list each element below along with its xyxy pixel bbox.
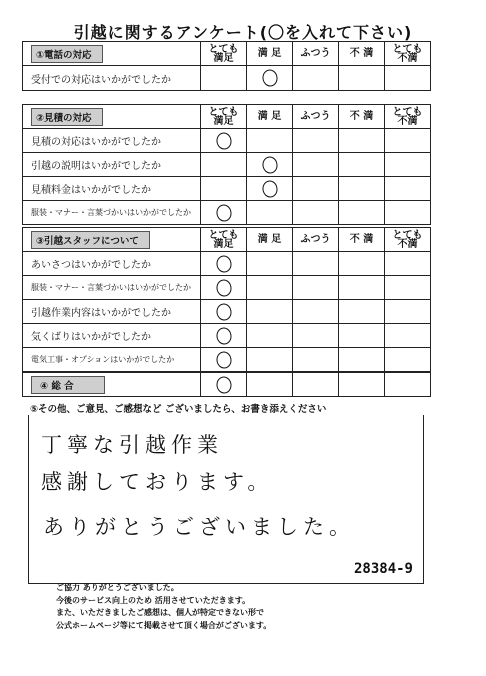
section-header	[23, 105, 201, 129]
column-header-2	[247, 105, 293, 129]
answer-cell[interactable]	[201, 373, 247, 397]
answer-cell[interactable]	[247, 201, 293, 225]
answer-cell[interactable]	[293, 177, 339, 201]
column-header-top: 満 足	[257, 111, 282, 122]
answer-cell[interactable]	[339, 300, 385, 324]
column-header-4	[339, 228, 385, 252]
answer-cell[interactable]	[201, 300, 247, 324]
column-header-top: とても	[208, 229, 239, 241]
answer-cell[interactable]	[293, 348, 339, 372]
section-header	[23, 42, 201, 66]
answer-cell[interactable]	[293, 300, 339, 324]
column-header-4	[339, 105, 385, 129]
column-header-3	[293, 228, 339, 252]
question-cell	[23, 66, 201, 91]
answer-cell[interactable]	[201, 153, 247, 177]
section-table-1	[22, 41, 431, 91]
answer-cell[interactable]	[339, 153, 385, 177]
column-header-1	[201, 105, 247, 129]
answer-cell[interactable]	[247, 252, 293, 276]
answer-cell[interactable]	[247, 153, 293, 177]
answer-cell[interactable]	[339, 177, 385, 201]
question-text: 引越の説明はいかがでしたか	[31, 161, 161, 172]
answer-cell[interactable]	[247, 66, 293, 91]
answer-cell[interactable]	[201, 348, 247, 372]
answer-cell[interactable]	[339, 324, 385, 348]
question-cell	[23, 276, 201, 300]
answer-cell[interactable]	[293, 373, 339, 397]
column-header-top: とても	[392, 106, 423, 118]
answer-cell[interactable]	[385, 201, 431, 225]
answer-circle-mark	[261, 179, 278, 198]
answer-cell[interactable]	[293, 153, 339, 177]
answer-cell[interactable]	[247, 324, 293, 348]
column-header-top: 満 足	[257, 48, 282, 59]
answer-cell[interactable]	[293, 324, 339, 348]
answer-cell[interactable]	[247, 177, 293, 201]
answer-cell[interactable]	[385, 324, 431, 348]
answer-cell[interactable]	[339, 201, 385, 225]
answer-cell[interactable]	[293, 276, 339, 300]
answer-cell[interactable]	[385, 66, 431, 91]
question-text: 見積の対応はいかがでしたか	[31, 137, 161, 148]
form-code: 28384-9	[353, 561, 413, 577]
answer-cell[interactable]	[339, 276, 385, 300]
column-header-bottom: 満足	[213, 52, 234, 64]
comment-line-1: 丁寧な引越作業	[41, 433, 223, 457]
answer-cell[interactable]	[385, 348, 431, 372]
column-header-top: とても	[392, 43, 423, 55]
answer-cell[interactable]	[385, 276, 431, 300]
section-header	[23, 228, 201, 252]
answer-cell[interactable]	[293, 252, 339, 276]
answer-cell[interactable]	[201, 324, 247, 348]
question-text: 受付での対応はいかがでしたか	[31, 74, 171, 86]
answer-circle-mark	[215, 203, 232, 222]
answer-circle-mark	[215, 302, 232, 321]
column-header-4	[339, 42, 385, 66]
question-row	[23, 66, 431, 91]
column-header-bottom: 不満	[397, 115, 418, 127]
column-header-top: とても	[208, 43, 239, 55]
question-cell	[23, 324, 201, 348]
question-row	[23, 129, 431, 153]
section-label: ②見積の対応	[31, 108, 103, 126]
column-header-2	[247, 228, 293, 252]
answer-cell[interactable]	[385, 252, 431, 276]
answer-cell[interactable]	[339, 348, 385, 372]
question-cell	[23, 300, 201, 324]
column-header-bottom: 不満	[397, 238, 418, 250]
answer-cell[interactable]	[385, 373, 431, 397]
column-header-bottom: 満足	[213, 115, 234, 127]
question-row	[23, 373, 431, 397]
question-text: 電気工事・オプションはいかがでしたか	[31, 355, 175, 364]
answer-cell[interactable]	[385, 177, 431, 201]
question-text: 服装・マナー・言葉づかいはいかがでしたか	[31, 283, 191, 292]
question-row	[23, 252, 431, 276]
question-row	[23, 324, 431, 348]
column-header-3	[293, 42, 339, 66]
survey-title: 引越に関するアンケート(〇を入れて下さい)	[73, 23, 413, 42]
section-table-2	[22, 104, 431, 225]
column-header-top: 不 満	[349, 111, 374, 122]
column-header-5	[385, 105, 431, 129]
answer-cell[interactable]	[201, 129, 247, 153]
answer-cell[interactable]	[247, 300, 293, 324]
answer-cell[interactable]	[293, 66, 339, 91]
section-header	[23, 373, 201, 397]
question-cell	[23, 153, 201, 177]
answer-circle-mark	[215, 278, 232, 297]
comment-label: ⑤その他、ご意見、ご感想など ございましたら、お書き添えください	[30, 404, 327, 415]
answer-cell[interactable]	[385, 300, 431, 324]
question-text: 見積料金はいかがでしたか	[31, 185, 151, 196]
section-label: ④ 総 合	[31, 376, 105, 394]
answer-cell[interactable]	[247, 129, 293, 153]
column-header-top: ふつう	[300, 48, 331, 59]
column-header-bottom: 満足	[213, 238, 234, 250]
question-row	[23, 276, 431, 300]
comment-line-2: 感謝しております。	[41, 470, 274, 494]
answer-cell[interactable]	[385, 153, 431, 177]
question-cell	[23, 177, 201, 201]
footer-line-1: ご協力 ありがとうございました。	[56, 583, 179, 592]
answer-circle-mark	[215, 350, 232, 369]
comment-box	[28, 415, 424, 584]
answer-circle-mark	[215, 131, 232, 150]
answer-cell[interactable]	[339, 373, 385, 397]
answer-cell[interactable]	[247, 373, 293, 397]
answer-cell[interactable]	[201, 201, 247, 225]
question-row	[23, 300, 431, 324]
answer-cell[interactable]	[201, 66, 247, 91]
footer-line-4: 公式ホームページ等にて掲載させて頂く場合がございます。	[56, 620, 272, 630]
column-header-top: ふつう	[300, 234, 331, 245]
answer-cell[interactable]	[247, 348, 293, 372]
column-header-top: とても	[392, 229, 423, 241]
answer-cell[interactable]	[339, 129, 385, 153]
column-header-bottom: 不満	[397, 52, 418, 64]
column-header-top: とても	[208, 106, 239, 118]
comment-line-3: ありがとうございました。	[43, 515, 355, 539]
column-header-5	[385, 228, 431, 252]
answer-cell[interactable]	[201, 177, 247, 201]
question-cell	[23, 252, 201, 276]
question-text: あいさつはいかがでしたか	[31, 260, 151, 271]
column-header-5	[385, 42, 431, 66]
answer-circle-mark	[215, 375, 232, 394]
answer-cell[interactable]	[293, 129, 339, 153]
answer-cell[interactable]	[247, 276, 293, 300]
column-header-3	[293, 105, 339, 129]
footer-notice	[56, 582, 271, 632]
answer-circle-mark	[215, 326, 232, 345]
question-text: 服装・マナー・言葉づかいはいかがでしたか	[31, 208, 191, 217]
answer-cell[interactable]	[201, 252, 247, 276]
answer-circle-mark	[261, 69, 278, 88]
column-header-1	[201, 228, 247, 252]
section-label: ①電話の対応	[31, 45, 103, 63]
answer-cell[interactable]	[201, 276, 247, 300]
question-cell	[23, 348, 201, 372]
column-header-top: 不 満	[349, 48, 374, 59]
question-row	[23, 348, 431, 372]
answer-circle-mark	[215, 254, 232, 273]
section-table-3	[22, 227, 431, 372]
column-header-2	[247, 42, 293, 66]
column-header-1	[201, 42, 247, 66]
question-row	[23, 153, 431, 177]
answer-circle-mark	[261, 155, 278, 174]
section-table-4	[22, 372, 431, 397]
answer-cell[interactable]	[339, 252, 385, 276]
question-row	[23, 201, 431, 225]
question-text: 気くばりはいかがでしたか	[31, 332, 151, 343]
answer-cell[interactable]	[293, 201, 339, 225]
column-header-top: 不 満	[349, 234, 374, 245]
question-row	[23, 177, 431, 201]
column-header-top: 満 足	[257, 234, 282, 245]
question-text: 引越作業内容はいかがでしたか	[31, 308, 171, 319]
footer-line-3: また、いただきましたご感想は、個人が特定できない形で	[56, 608, 264, 617]
answer-cell[interactable]	[385, 129, 431, 153]
column-header-top: ふつう	[300, 111, 331, 122]
question-cell	[23, 201, 201, 225]
answer-cell[interactable]	[339, 66, 385, 91]
section-label: ③引越スタッフについて	[31, 231, 150, 249]
question-cell	[23, 129, 201, 153]
footer-line-2: 今後のサービス向上のため 活用させていただきます。	[56, 595, 251, 605]
